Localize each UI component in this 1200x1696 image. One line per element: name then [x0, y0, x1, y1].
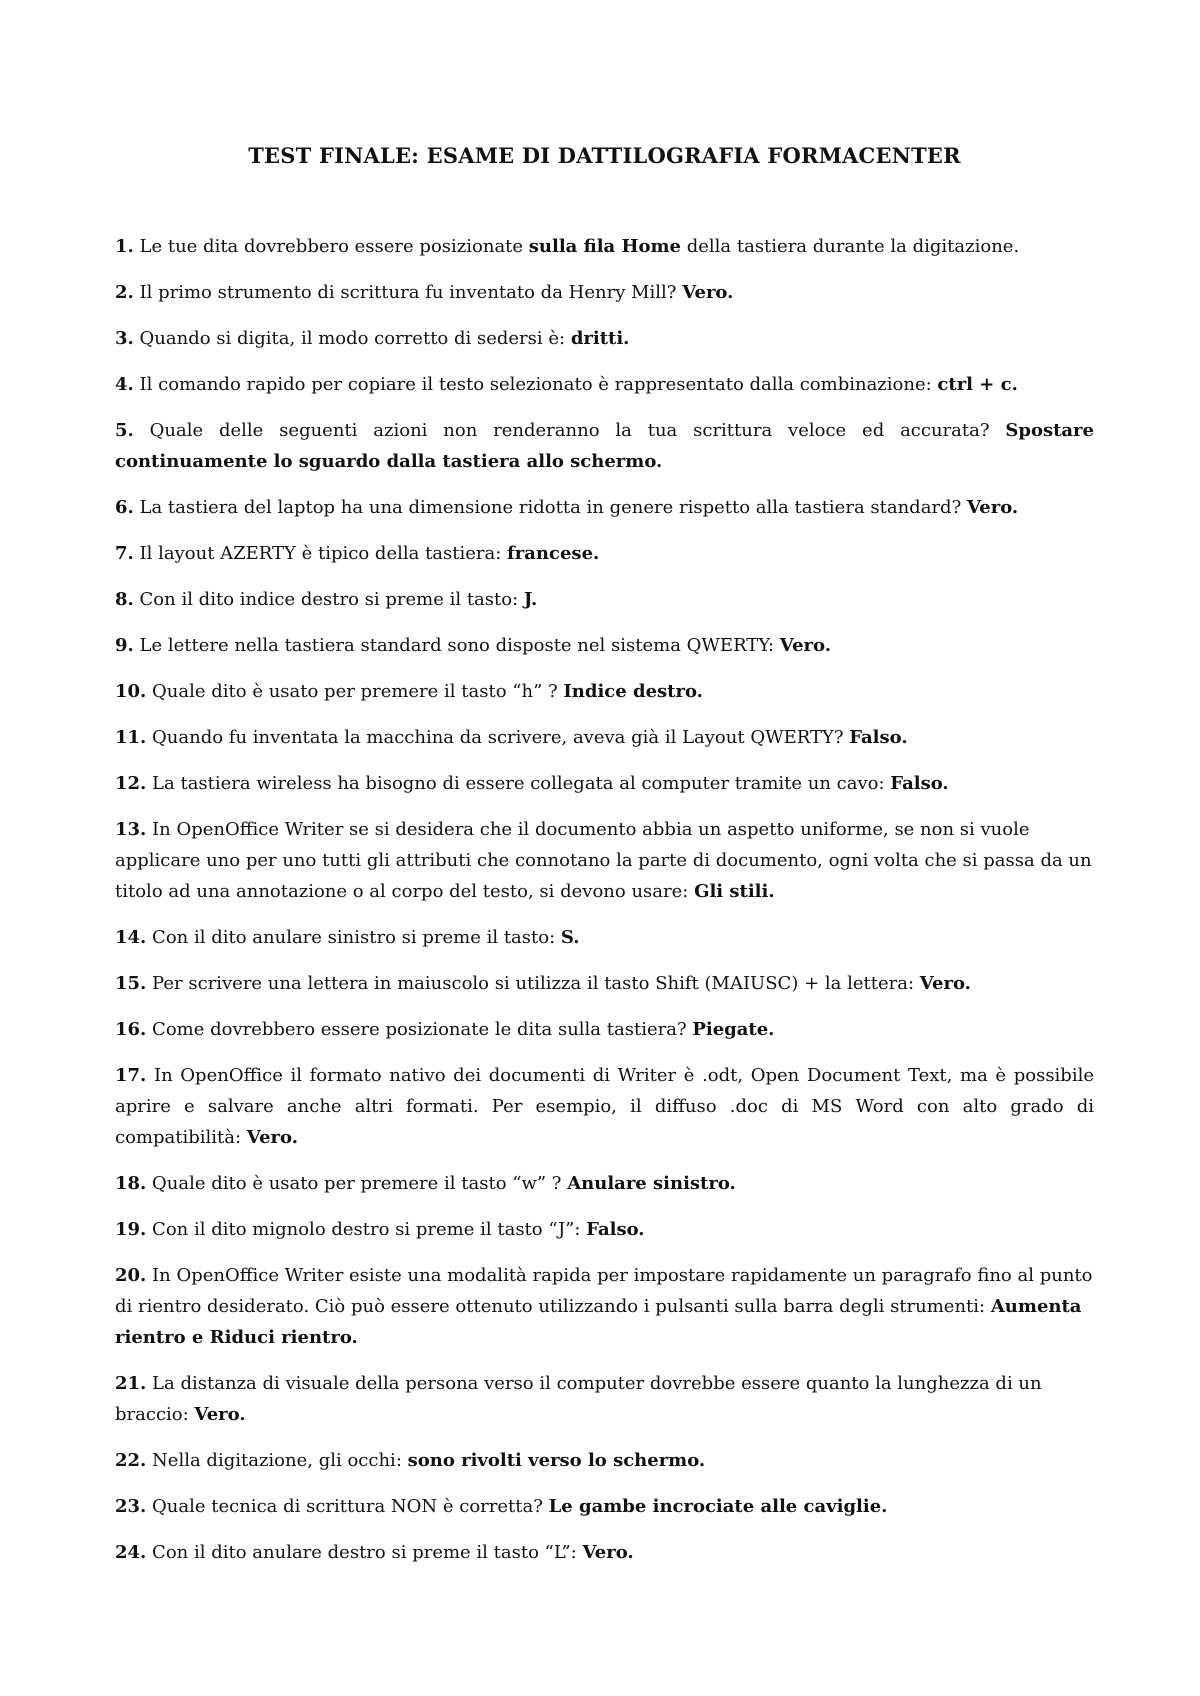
item-answer: dritti.: [570, 328, 630, 349]
item-answer: Gli stili.: [694, 881, 775, 902]
item-number: 8.: [115, 589, 134, 610]
item-answer: S.: [560, 927, 580, 948]
item-text: Con il dito mignolo destro si preme il tasto “J”:: [146, 1219, 587, 1240]
item-answer: Indice destro.: [563, 681, 703, 702]
list-item: [115, 1260, 1094, 1353]
item-text: Quale dito è usato per premere il tasto “h” ?: [146, 681, 564, 702]
list-item: [115, 1060, 1094, 1153]
list-item: [115, 1491, 1094, 1522]
list-item: [115, 323, 1094, 354]
item-text: La tastiera wireless ha bisogno di essere collegata al computer tramite un cavo:: [146, 773, 891, 794]
item-text: Quale dito è usato per premere il tasto “w” ?: [146, 1173, 568, 1194]
item-text: Le tue dita dovrebbero essere posizionate: [133, 236, 529, 257]
item-suffix: della tastiera durante la digitazione.: [680, 236, 1020, 257]
item-number: 2.: [115, 282, 134, 303]
item-answer: J.: [523, 589, 538, 610]
item-answer: sono rivolti verso lo schermo.: [407, 1450, 706, 1471]
list-item: [115, 231, 1094, 262]
item-text: Le lettere nella tastiera standard sono disposte nel sistema QWERTY:: [133, 635, 780, 656]
item-number: 3.: [115, 328, 134, 349]
item-number: 21.: [115, 1373, 147, 1394]
item-number: 10.: [115, 681, 147, 702]
item-answer: Spostare continuamente lo sguardo dalla tastiera allo schermo.: [115, 420, 1094, 472]
item-number: 22.: [115, 1450, 147, 1471]
item-number: 4.: [115, 374, 134, 395]
item-number: 24.: [115, 1542, 147, 1563]
list-item: [115, 722, 1094, 753]
list-item: [115, 277, 1094, 308]
item-text: Quale tecnica di scrittura NON è corretta?: [146, 1496, 549, 1517]
item-text: Nella digitazione, gli occhi:: [146, 1450, 408, 1471]
item-text: Come dovrebbero essere posizionate le dita sulla tastiera?: [146, 1019, 693, 1040]
item-number: 23.: [115, 1496, 147, 1517]
item-number: 14.: [115, 927, 147, 948]
list-item: [115, 1214, 1094, 1245]
list-item: [115, 968, 1094, 999]
item-answer: Falso.: [890, 773, 949, 794]
item-text: Quando fu inventata la macchina da scrivere, aveva già il Layout QWERTY?: [146, 727, 850, 748]
list-item: [115, 1537, 1094, 1568]
item-answer: ctrl + c.: [937, 374, 1018, 395]
question-list: [115, 231, 1094, 1568]
item-number: 1.: [115, 236, 134, 257]
item-text: In OpenOffice Writer se si desidera che il documento abbia un aspetto uniforme, se non si vuole applicare uno per uno tutti gli attributi che connotano la parte di documento, ogni volta che si passa da un titolo ad una annotazione o al corpo del testo, si devono usare:: [115, 819, 1092, 902]
list-item: [115, 369, 1094, 400]
item-answer: Le gambe incrociate alle caviglie.: [548, 1496, 888, 1517]
item-answer: Vero.: [779, 635, 831, 656]
list-item: [115, 538, 1094, 569]
list-item: [115, 922, 1094, 953]
item-answer: Anulare sinistro.: [567, 1173, 736, 1194]
item-text: Quale delle seguenti azioni non renderanno la tua scrittura veloce ed accurata?: [133, 420, 1006, 441]
item-number: 5.: [115, 420, 134, 441]
item-answer: Vero.: [966, 497, 1019, 518]
item-answer: Falso.: [849, 727, 908, 748]
item-number: 13.: [115, 819, 147, 840]
item-text: Il comando rapido per copiare il testo selezionato è rappresentato dalla combinazione:: [133, 374, 938, 395]
item-text: Il layout AZERTY è tipico della tastiera:: [133, 543, 508, 564]
item-text: Quando si digita, il modo corretto di sedersi è:: [133, 328, 571, 349]
item-text: Il primo strumento di scrittura fu inventato da Henry Mill?: [133, 282, 683, 303]
item-number: 15.: [115, 973, 147, 994]
item-text: Con il dito anulare sinistro si preme il tasto:: [146, 927, 561, 948]
item-number: 7.: [115, 543, 134, 564]
item-text: In OpenOffice il formato nativo dei documenti di Writer è .odt, Open Document Text, ma è possibile aprire e salvare anche altri formati. Per esempio, il diffuso .doc di MS Word con alto grado di compatibilità:: [115, 1065, 1094, 1148]
item-answer: Vero.: [582, 1542, 634, 1563]
item-number: 16.: [115, 1019, 147, 1040]
item-number: 20.: [115, 1265, 147, 1286]
item-number: 6.: [115, 497, 134, 518]
item-answer: Vero.: [682, 282, 734, 303]
item-answer: Falso.: [586, 1219, 645, 1240]
list-item: [115, 768, 1094, 799]
list-item: [115, 676, 1094, 707]
item-number: 11.: [115, 727, 147, 748]
item-text: In OpenOffice Writer esiste una modalità rapida per impostare rapidamente un paragrafo fino al punto di rientro desiderato. Ciò può essere ottenuto utilizzando i pulsanti sulla barra degli strumenti:: [115, 1265, 1093, 1317]
list-item: [115, 1368, 1094, 1430]
page-title: TEST FINALE: ESAME DI DATTILOGRAFIA FORMACENTER: [248, 143, 961, 168]
item-number: 17.: [115, 1065, 147, 1086]
item-answer: Aumenta rientro e Riduci rientro.: [115, 1296, 1082, 1348]
item-answer: sulla fila Home: [528, 236, 681, 257]
list-item: [115, 492, 1094, 523]
item-number: 9.: [115, 635, 134, 656]
item-number: 19.: [115, 1219, 147, 1240]
list-item: [115, 1168, 1094, 1199]
item-answer: Piegate.: [692, 1019, 775, 1040]
list-item: [115, 814, 1094, 907]
item-text: Con il dito anulare destro si preme il tasto “L”:: [146, 1542, 583, 1563]
list-item: [115, 1445, 1094, 1476]
item-number: 12.: [115, 773, 147, 794]
item-number: 18.: [115, 1173, 147, 1194]
item-text: Per scrivere una lettera in maiuscolo si utilizza il tasto Shift (MAIUSC) + la lettera:: [146, 973, 920, 994]
item-answer: Vero.: [919, 973, 971, 994]
item-answer: Vero.: [194, 1404, 246, 1425]
list-item: [115, 584, 1094, 615]
list-item: [115, 630, 1094, 661]
item-text: La distanza di visuale della persona verso il computer dovrebbe essere quanto la lunghezza di un braccio:: [115, 1373, 1042, 1425]
list-item: [115, 415, 1094, 477]
item-answer: francese.: [507, 543, 600, 564]
item-text: Con il dito indice destro si preme il tasto:: [133, 589, 524, 610]
list-item: [115, 1014, 1094, 1045]
item-answer: Vero.: [246, 1127, 298, 1148]
item-text: La tastiera del laptop ha una dimensione ridotta in genere rispetto alla tastiera standard?: [133, 497, 967, 518]
